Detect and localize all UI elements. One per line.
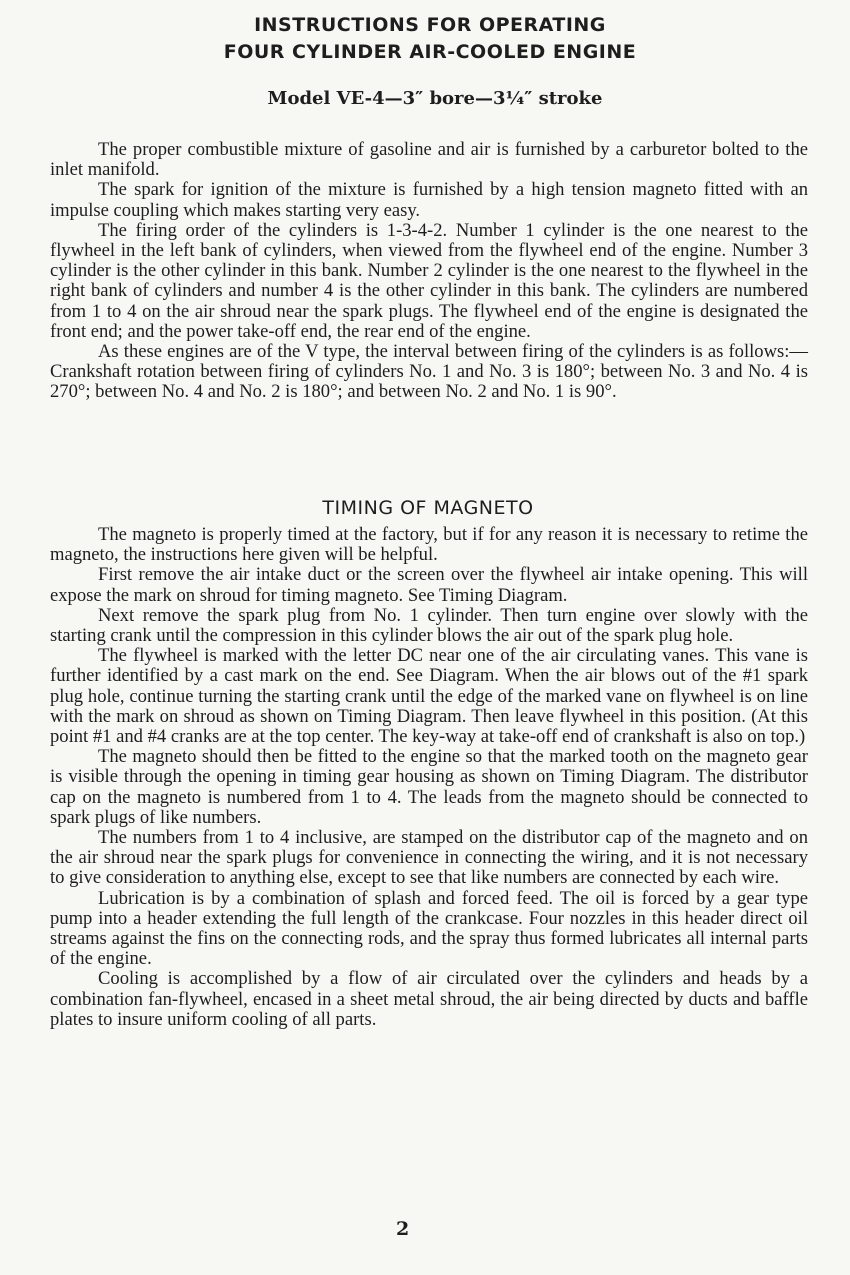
intro-section: [50, 140, 808, 403]
intro-paragraph: The proper combustible mixture of gasoline and air is furnished by a carburetor bolted to the inlet manifold.: [50, 139, 808, 181]
timing-paragraph: The flywheel is marked with the letter DC near one of the air circulating vanes. This vane is further identified by a cast mark on the end. See Diagram. When the air blows out of the #1 spark plug hole, continue turning the starting crank until the edge of the marked vane on flywheel is on line with the mark on shroud as shown on Timing Diagram. Then leave flywheel in this position. (At this point #1 and #4 cranks are at the top center. The key-way at take-off end of crankshaft is also on top.): [50, 645, 808, 748]
timing-paragraph: The magneto should then be fitted to the engine so that the marked tooth on the magneto gear is visible through the opening in timing gear housing as shown on Timing Diagram. The distributor cap on the magneto is numbered from 1 to 4. The leads from the magneto should be connected to spark plugs of like numbers.: [50, 746, 808, 828]
timing-paragraph: Next remove the spark plug from No. 1 cylinder. Then turn engine over slowly with the starting crank until the compression in this cylinder blows the air out of the spark plug hole.: [50, 604, 808, 647]
document-title-line-2: FOUR CYLINDER AIR-COOLED ENGINE: [223, 41, 637, 63]
timing-paragraph: Lubrication is by a combination of splash and forced feed. The oil is forced by a gear type pump into a header extending the full length of the crankcase. Four nozzles in this header direct oil streams against the fins on the connecting rods, and the spray thus formed lubricates all internal parts of the engine.: [50, 887, 808, 970]
timing-section: [50, 525, 808, 1030]
model-subtitle: Model VE-4—3″ bore—3¼″ stroke: [267, 88, 603, 109]
intro-paragraph: The firing order of the cylinders is 1-3-4-2. Number 1 cylinder is the one nearest to the flywheel in the left bank of cylinders, when viewed from the flywheel end of the engine. Number 3 cylinder is the other cylinder in this bank. Number 2 cylinder is the one nearest to the flywheel in the right bank of cylinders and number 4 is the other cylinder in this bank. The cylinders are numbered from 1 to 4 on the air shroud near the spark plugs. The flywheel end of the engine is designated the front end; and the power take-off end, the rear end of the engine.: [50, 219, 808, 342]
timing-paragraph: Cooling is accomplished by a flow of air circulated over the cylinders and heads by a combination fan-flywheel, encased in a sheet metal shroud, the air being directed by ducts and baffle plates to insure uniform cooling of all parts.: [50, 968, 808, 1030]
document-title-line-1: INSTRUCTIONS FOR OPERATING: [254, 14, 606, 36]
timing-paragraph: First remove the air intake duct or the screen over the flywheel air intake opening. This will expose the mark on shroud for timing magneto. See Timing Diagram.: [50, 564, 808, 606]
intro-paragraph: As these engines are of the V type, the interval between firing of the cylinders is as follows:—Crankshaft rotation between firing of cylinders No. 1 and No. 3 is 180°; between No. 3 and No. 4 is 270°; between No. 4 and No. 2 is 180°; and between No. 2 and No. 1 is 90°.: [50, 341, 808, 403]
section-heading-timing: TIMING OF MAGNETO: [322, 497, 534, 519]
page-number: 2: [396, 1218, 410, 1240]
intro-paragraph: The spark for ignition of the mixture is furnished by a high tension magneto fitted with an impulse coupling which makes starting very easy.: [50, 179, 808, 221]
timing-paragraph: The numbers from 1 to 4 inclusive, are stamped on the distributor cap of the magneto and on the air shroud near the spark plugs for convenience in connecting the wiring, and it is not necessary to give consideration to anything else, except to see that like numbers are connected by each wire.: [50, 827, 808, 889]
timing-paragraph: The magneto is properly timed at the factory, but if for any reason it is necessary to retime the magneto, the instructions here given will be helpful.: [50, 524, 808, 566]
